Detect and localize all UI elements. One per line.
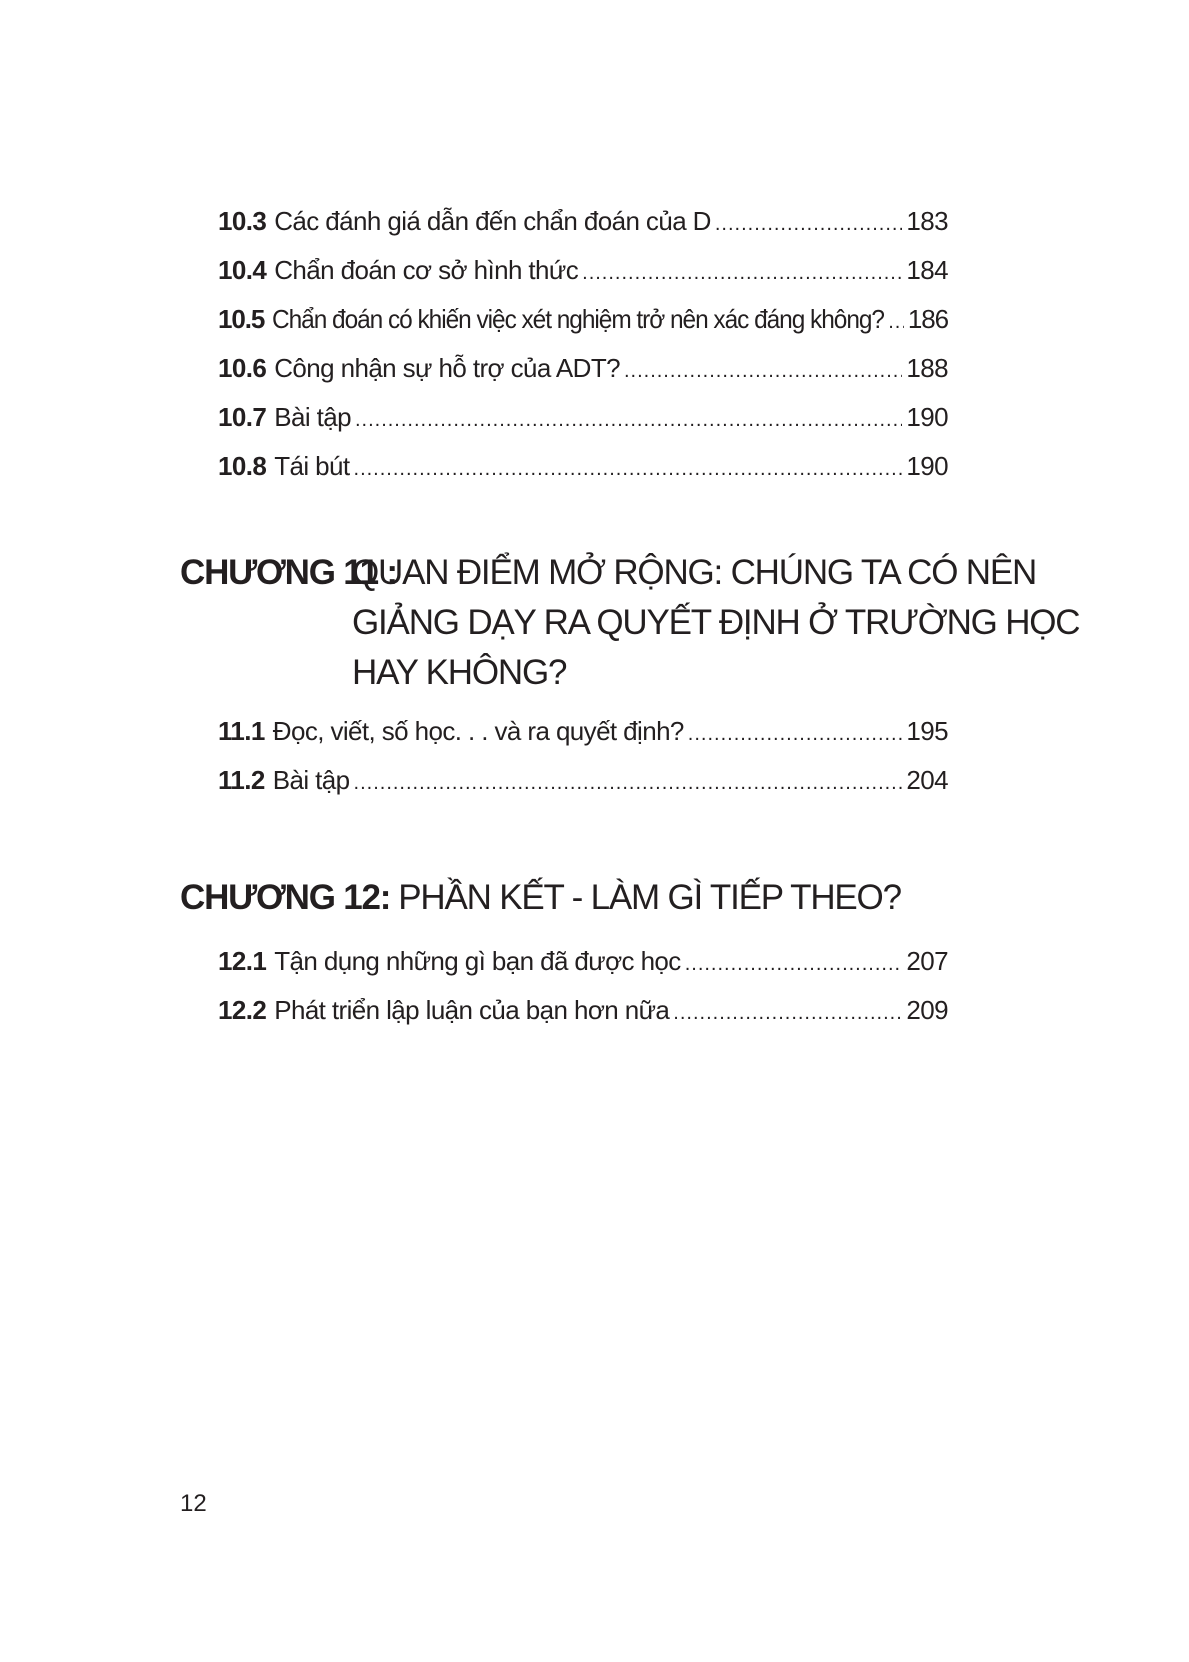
toc-entry-11-2[interactable] (218, 765, 948, 814)
toc-entry-title: Bài tập (274, 402, 351, 432)
dot-leader (624, 353, 902, 384)
toc-entry-title: Chẩn đoán có khiến việc xét nghiệm trở nên xác đáng không? (272, 304, 885, 334)
chapter-title-line: GIẢNG DẠY RA QUYẾT ĐỊNH Ở TRƯỜNG HỌC (352, 603, 1080, 642)
toc-entry-page: 209 (906, 995, 948, 1025)
toc-entry-page: 195 (906, 716, 948, 746)
dot-leader (888, 304, 904, 335)
toc-entry-title: Đọc, viết, số học. . . và ra quyết định? (272, 716, 684, 746)
toc-chapter-12-entries (218, 946, 948, 1044)
toc-entry-title: Tận dụng những gì bạn đã được học (274, 946, 681, 976)
page-number: 12 (180, 1490, 207, 1517)
toc-entry-number: 10.7 (218, 402, 267, 432)
toc-entry-page: 183 (906, 206, 948, 236)
dot-leader (354, 451, 903, 482)
toc-entry-title: Chẩn đoán cơ sở hình thức (274, 255, 579, 285)
toc-entry-number: 10.4 (218, 255, 267, 285)
toc-entry-page: 188 (906, 353, 948, 383)
dot-leader (715, 206, 903, 237)
toc-entry-number: 12.2 (218, 995, 267, 1025)
toc-entry-number: 11.2 (218, 765, 265, 795)
toc-section-10 (218, 206, 948, 500)
chapter-title: PHẦN KẾT - LÀM GÌ TIẾP THEO? (398, 878, 901, 917)
toc-entry-number: 11.1 (218, 716, 265, 746)
dot-leader (355, 402, 902, 433)
chapter-12-heading (180, 873, 980, 923)
toc-entry-10-6[interactable] (218, 353, 948, 402)
dot-leader (673, 995, 902, 1026)
toc-entry-10-5[interactable] (218, 304, 948, 353)
dot-leader (582, 255, 902, 286)
dot-leader (685, 946, 903, 977)
chapter-title (352, 548, 1079, 698)
toc-entry-page: 190 (906, 451, 948, 481)
toc-entry-10-7[interactable] (218, 402, 948, 451)
chapter-11-heading (180, 548, 1080, 698)
toc-entry-title: Công nhận sự hỗ trợ của ADT? (274, 353, 620, 383)
toc-entry-page: 204 (906, 765, 948, 795)
toc-entry-page: 184 (906, 255, 948, 285)
chapter-label: CHƯƠNG 11 : (180, 553, 397, 592)
toc-entry-page: 186 (907, 304, 948, 334)
toc-entry-number: 10.6 (218, 353, 267, 383)
chapter-title-line: QUAN ĐIỂM MỞ RỘNG: CHÚNG TA CÓ NÊN (352, 553, 1037, 592)
toc-entry-10-4[interactable] (218, 255, 948, 304)
toc-entry-10-8[interactable] (218, 451, 948, 500)
toc-entry-page: 207 (906, 946, 948, 976)
toc-entry-12-2[interactable] (218, 995, 948, 1044)
chapter-label: CHƯƠNG 12: (180, 878, 391, 917)
toc-entry-page: 190 (906, 402, 948, 432)
toc-entry-number: 10.3 (218, 206, 267, 236)
toc-entry-11-1[interactable] (218, 716, 948, 765)
toc-entry-title: Phát triển lập luận của bạn hơn nữa (274, 995, 670, 1025)
toc-entry-12-1[interactable] (218, 946, 948, 995)
toc-entry-title: Bài tập (272, 765, 350, 795)
toc-entry-title: Các đánh giá dẫn đến chẩn đoán của D (274, 206, 711, 236)
dot-leader (354, 765, 903, 796)
toc-chapter-11-entries (218, 716, 948, 814)
toc-entry-10-3[interactable] (218, 206, 948, 255)
dot-leader (688, 716, 903, 747)
toc-entry-number: 10.5 (218, 304, 265, 334)
chapter-title-line: HAY KHÔNG? (352, 653, 567, 692)
toc-entry-title: Tái bút (274, 451, 350, 481)
toc-entry-number: 10.8 (218, 451, 267, 481)
toc-entry-number: 12.1 (218, 946, 267, 976)
